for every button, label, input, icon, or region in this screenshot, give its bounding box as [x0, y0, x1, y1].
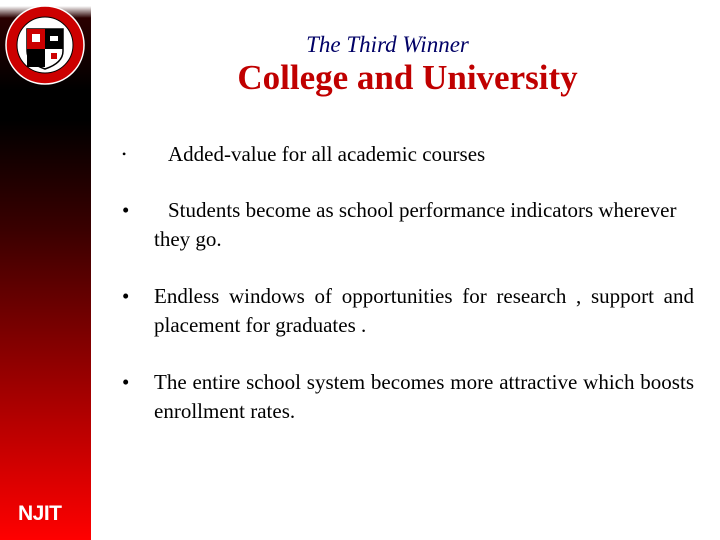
bullet-icon: • — [122, 370, 130, 394]
bullet-text: Students become as school performance indicators wherever they go. — [154, 198, 677, 251]
slide-subtitle: The Third Winner — [306, 32, 469, 57]
list-item — [122, 282, 694, 340]
list-item — [122, 196, 694, 254]
bullet-icon: • — [122, 284, 130, 308]
njit-logo: NJIT — [18, 502, 62, 525]
list-item — [122, 140, 694, 169]
bullet-text: Endless windows of opportunities for research , support and placement for graduates . — [154, 284, 694, 337]
list-item — [122, 368, 694, 426]
bullet-text: The entire school system becomes more attractive which boosts enrollment rates. — [154, 370, 694, 423]
bullet-icon: • — [122, 147, 127, 161]
slide-title: College and University — [237, 58, 578, 97]
bullet-text: Added-value for all academic courses — [168, 142, 486, 166]
bullet-icon: • — [122, 198, 130, 222]
